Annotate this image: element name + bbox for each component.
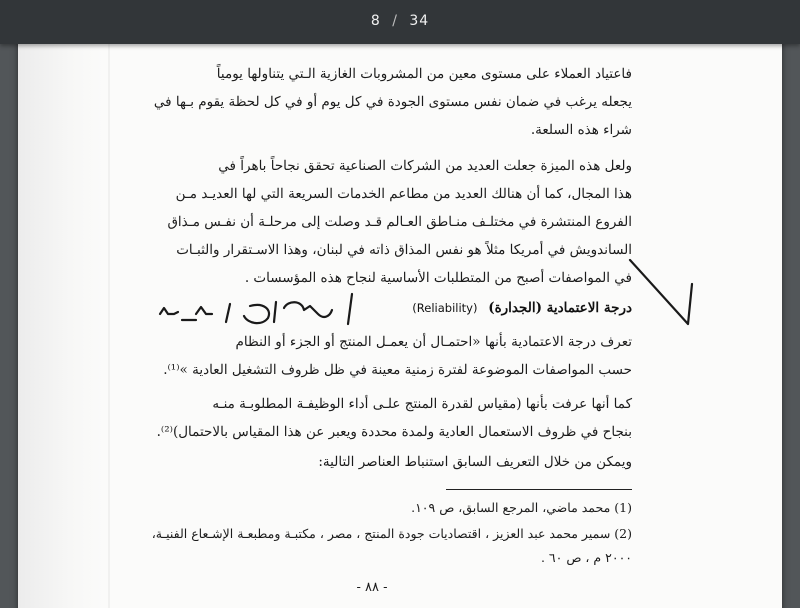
pdf-toolbar	[0, 0, 800, 44]
annotation-mark-bar-2	[274, 302, 276, 322]
page-indicator	[0, 13, 800, 29]
annotation-mark-loop	[244, 305, 269, 323]
text-line: في المواصفات أصبح من المتطلبات الأساسية لنجاح هذه المؤسسات .	[244, 270, 632, 286]
text-line: حسب المواصفات الموضوعة لفترة زمنية معينة في ظل ظروف التشغيل العادية »⁽¹⁾.	[163, 362, 632, 378]
total-pages-number: 34	[409, 13, 430, 29]
text-line: ولعل هذه الميزة جعلت العديد من الشركات الصناعية تحقق نجاحاً باهراً في	[218, 158, 632, 174]
text-line: كما أنها عرفت بأنها (مقياس لقدرة المنتج علـى أداء الوظيفـة المطلوبـة منـه	[212, 396, 632, 412]
text-line: الساندويش في أمريكا مثلاً هو نفس المذاق ذاته في لبنان، وهذا الاسـتقرار والثبـات	[176, 242, 632, 258]
annotation-mark-bar-1	[226, 304, 230, 322]
text-line: تعرف درجة الاعتمادية بأنها «احتمـال أن يعمـل المنتج أو الجزء أو النظام	[235, 334, 632, 350]
annotation-mark-arrow	[630, 260, 692, 324]
text-line: الفروع المنتشرة في مختلـف منـاطق العـالم قـد وصلت إلى مرحلـة أن نفـس مـذاق	[167, 214, 632, 230]
document-page	[18, 44, 782, 608]
page-separator: /	[392, 13, 398, 29]
annotation-mark-left	[160, 308, 178, 314]
text-line: يجعله يرغب في ضمان نفس مستوى الجودة في كل يوم أو في كل لحظة يقوم بـها في	[153, 94, 632, 110]
current-page-number: 8	[370, 13, 381, 29]
text-line: شراء هذه السلعة.	[530, 122, 632, 138]
handwritten-annotation	[18, 44, 782, 608]
text-line: فاعتياد العملاء على مستوى معين من المشروبات الغازية الـتي يتناولها يومياً	[216, 66, 632, 82]
document-viewer[interactable]	[0, 44, 800, 608]
footnote: (2) سمير محمد عبد العزيز ، اقتصاديات جودة المنتج ، مصر ، مكتبـة ومطبعـة الإشـعاع الفنيـة،	[151, 526, 632, 541]
annotation-mark-word	[284, 302, 332, 317]
printed-page-number: - ٨٨ -	[356, 580, 388, 595]
footnote: (1) محمد ماضي، المرجع السابق، ص ١٠٩.	[411, 500, 632, 515]
annotation-mark-bar-3	[348, 294, 352, 324]
annotation-mark-caret	[196, 307, 212, 314]
footnote: ٢٠٠٠ م ، ص ٦٠ .	[540, 550, 632, 565]
heading-latin: (Reliability)	[412, 301, 478, 315]
text-line: هذا المجال، كما أن هنالك العديد من مطاعم الخدمات السريعة التي لها العديـد مـن	[175, 186, 632, 202]
text-line: بنجاح في ظروف الاستعمال العادية ولمدة محددة ويعبر عن هذا المقياس بالاحتمال)⁽²⁾.	[156, 424, 632, 440]
text-line: ويمكن من خلال التعريف السابق استنباط العناصر التالية:	[318, 454, 632, 470]
heading-arabic: درجة الاعتمادية (الجدارة)	[488, 300, 632, 316]
